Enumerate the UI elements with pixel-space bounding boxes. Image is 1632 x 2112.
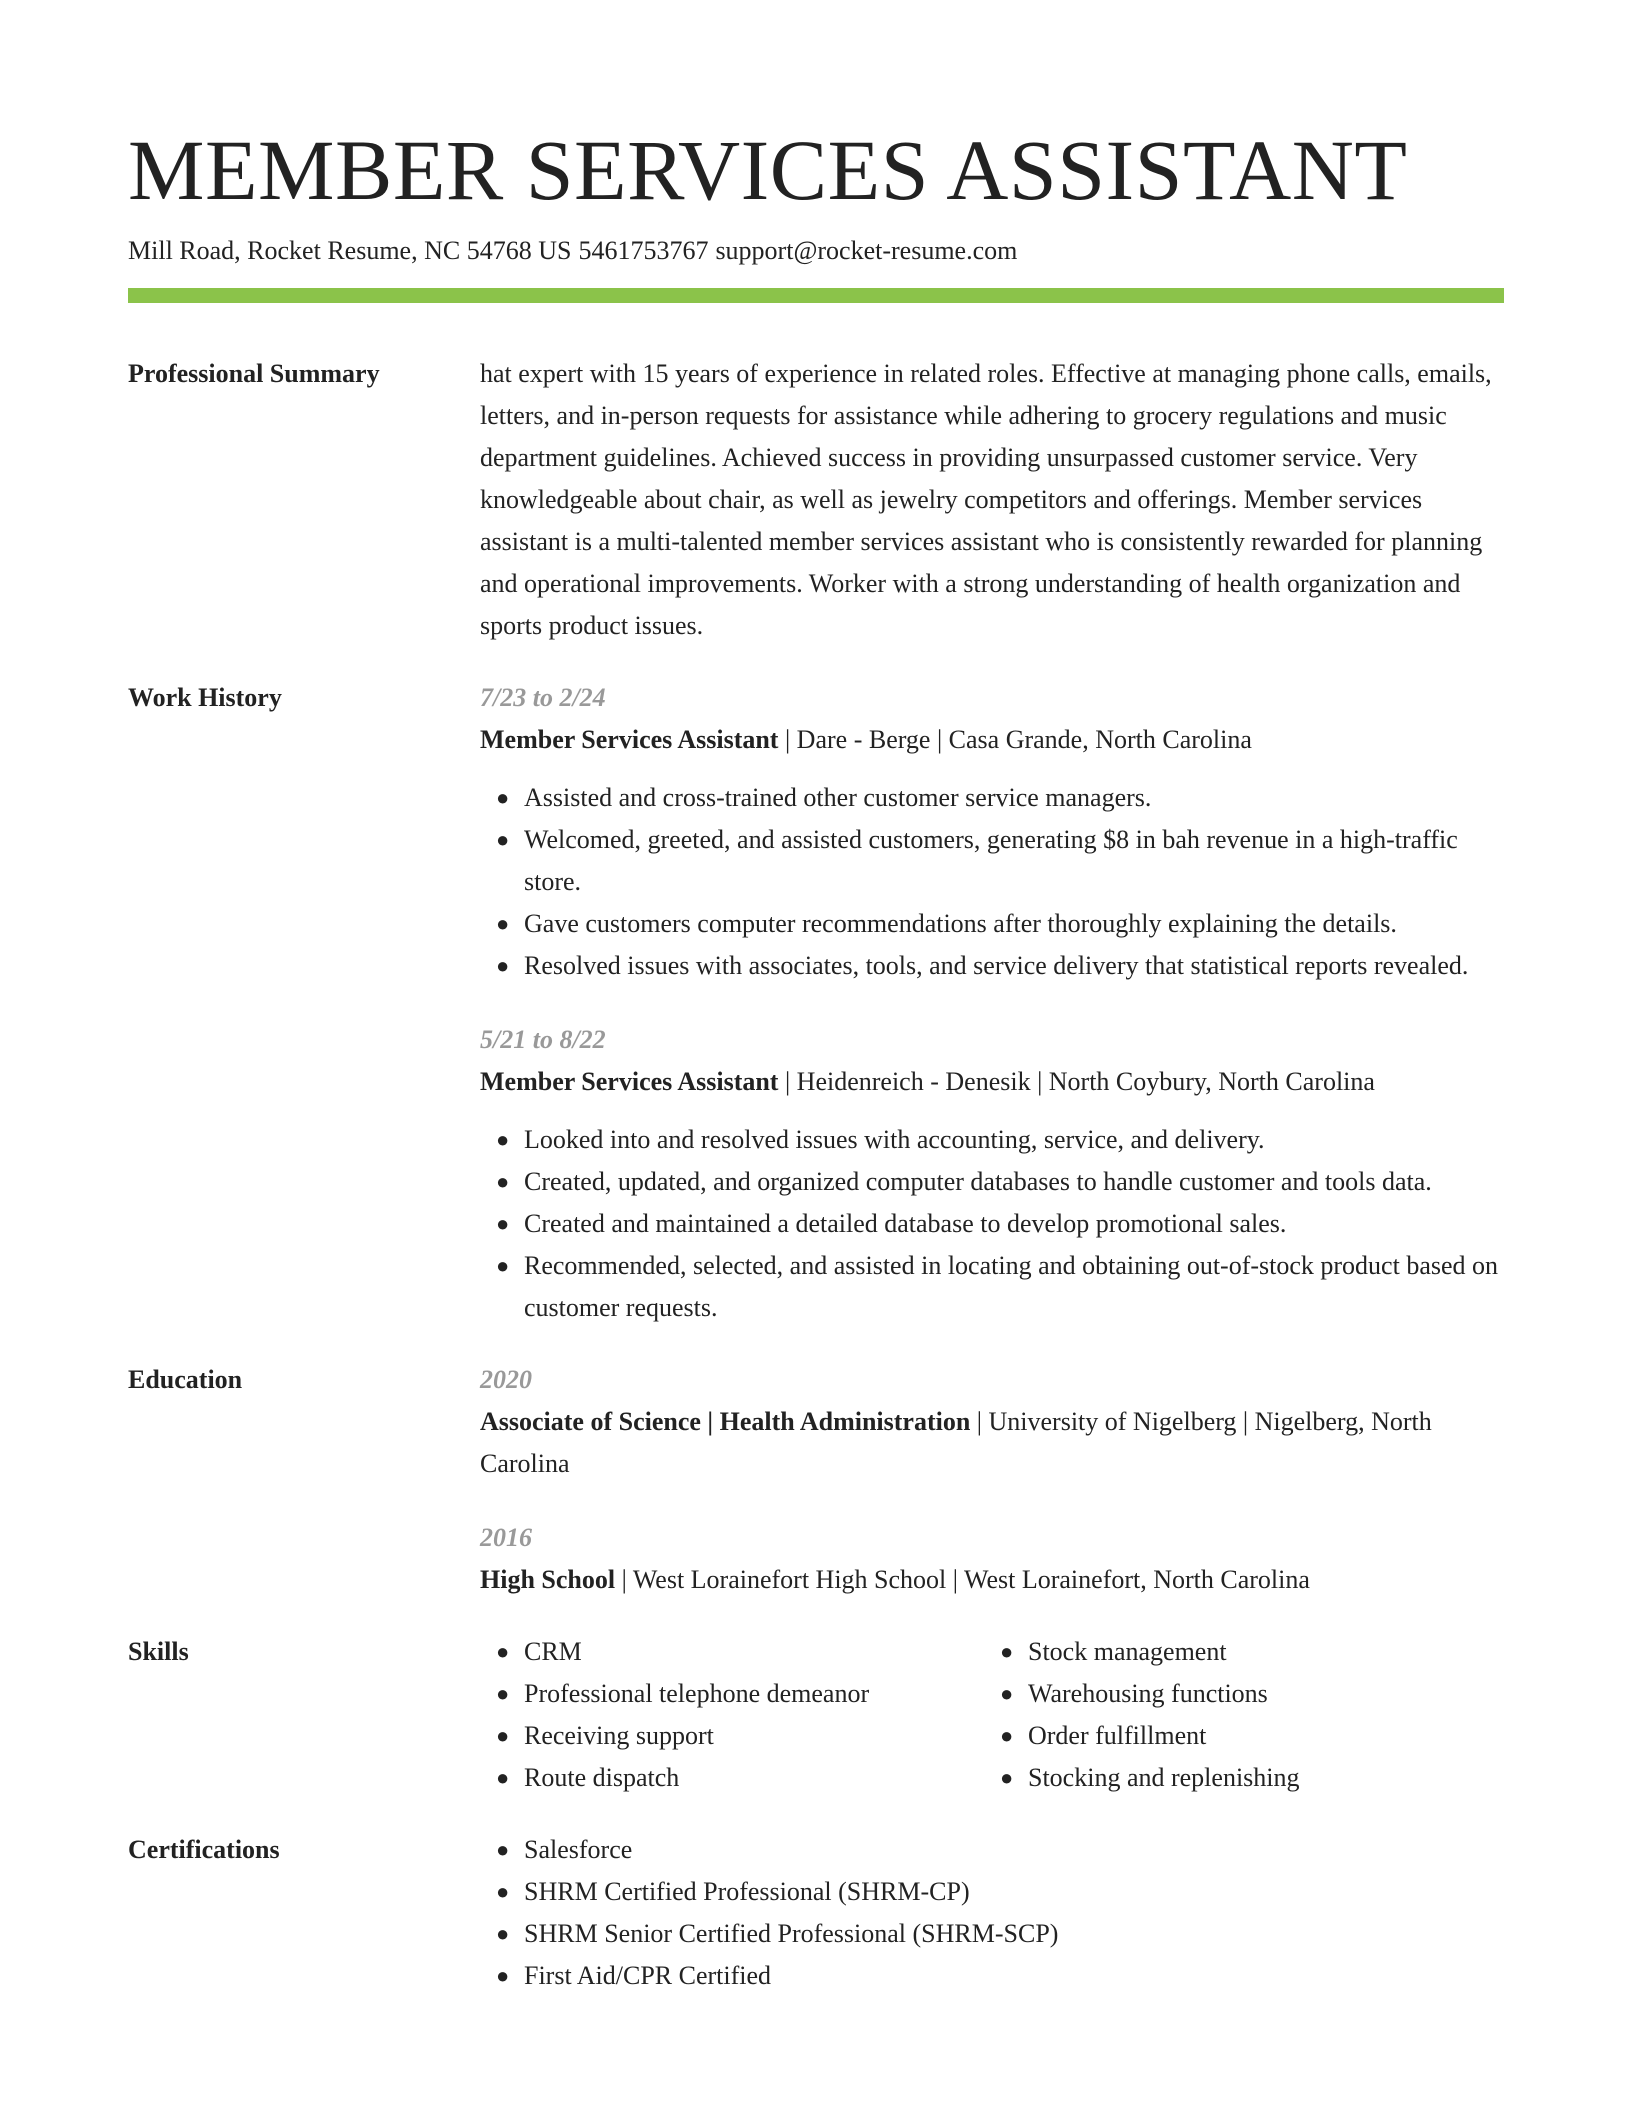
job-title: Member Services Assistant	[480, 1067, 779, 1096]
job-bullet-text: Created and maintained a detailed database to develop promotional sales.	[524, 1209, 1287, 1238]
job-role-line	[480, 719, 1504, 761]
job-dates: 7/23 to 2/24	[480, 683, 606, 712]
work-history-section	[128, 677, 1504, 1329]
education-school-location: | West Lorainefort High School | West Lorainefort, North Carolina	[615, 1565, 1310, 1594]
skills-body	[480, 1631, 1504, 1799]
bullet-icon: ●	[496, 1211, 510, 1236]
education-section	[128, 1359, 1504, 1601]
summary-body	[480, 353, 1504, 647]
education-school-location: | University of Nigelberg | Nigelberg, North Carolina	[480, 1407, 1432, 1478]
education-year: 2020	[480, 1365, 532, 1394]
bullet-icon: ●	[496, 785, 510, 810]
job-bullet-text: Resolved issues with associates, tools, and service delivery that statistical reports revealed.	[524, 951, 1469, 980]
job-bullet-text: Created, updated, and organized computer databases to handle customer and tools data.	[524, 1167, 1432, 1196]
bullet-icon: ●	[496, 1169, 510, 1194]
skills-section	[128, 1631, 1504, 1799]
bullet-icon: ●	[496, 953, 510, 978]
skill-item	[1000, 1715, 1488, 1757]
job-bullet	[496, 1161, 1504, 1203]
certification-item	[496, 1955, 1504, 1997]
summary-section	[128, 353, 1504, 647]
skill-text: Receiving support	[524, 1721, 714, 1750]
section-label-summary: Professional Summary	[128, 359, 380, 388]
skill-text: Route dispatch	[524, 1763, 680, 1792]
bullet-icon: ●	[496, 827, 510, 852]
job-bullet-text: Assisted and cross-trained other customer service managers.	[524, 783, 1152, 812]
certification-text: First Aid/CPR Certified	[524, 1961, 772, 1990]
bullet-icon: ●	[496, 1639, 510, 1664]
job-role-line	[480, 1061, 1504, 1103]
bullet-icon: ●	[496, 1765, 510, 1790]
skills-list-left	[480, 1631, 984, 1799]
bullet-icon: ●	[496, 1681, 510, 1706]
skills-column-right	[984, 1631, 1488, 1799]
skill-item	[496, 1631, 984, 1673]
contact-line	[128, 234, 1504, 268]
job-bullet	[496, 777, 1504, 819]
education-line	[480, 1401, 1504, 1485]
bullet-icon: ●	[496, 1837, 510, 1862]
work-history-body	[480, 677, 1504, 1329]
skill-text: CRM	[524, 1637, 582, 1666]
bullet-icon: ●	[496, 911, 510, 936]
skill-item	[496, 1715, 984, 1757]
certification-text: Salesforce	[524, 1835, 633, 1864]
bullet-icon: ●	[496, 1723, 510, 1748]
job-title: Member Services Assistant	[480, 725, 779, 754]
bullet-icon: ●	[1000, 1723, 1014, 1748]
education-body	[480, 1359, 1504, 1601]
skill-text: Stocking and replenishing	[1028, 1763, 1300, 1792]
education-year: 2016	[480, 1523, 532, 1552]
bullet-icon: ●	[496, 1963, 510, 1988]
contact-address: Mill Road, Rocket Resume, NC 54768 US	[128, 236, 572, 265]
job-employer-location: | Heidenreich - Denesik | North Coybury, North Carolina	[778, 1067, 1375, 1096]
skill-item	[1000, 1673, 1488, 1715]
skill-item	[1000, 1631, 1488, 1673]
job-employer-location: | Dare - Berge | Casa Grande, North Carolina	[778, 725, 1252, 754]
education-line	[480, 1559, 1504, 1601]
education-degree: Associate of Science | Health Administration	[480, 1407, 971, 1436]
certification-text: SHRM Certified Professional (SHRM-CP)	[524, 1877, 970, 1906]
skills-list-right	[984, 1631, 1488, 1799]
bullet-icon: ●	[496, 1127, 510, 1152]
job-entry	[480, 677, 1504, 987]
certifications-list	[480, 1829, 1504, 1997]
job-bullet-list	[480, 1119, 1504, 1329]
skill-text: Stock management	[1028, 1637, 1227, 1666]
summary-text: hat expert with 15 years of experience in related roles. Effective at managing phone calls, emails, letters, and in-person requests for assistance while adhering to grocery regulations and music department guidelines. Achieved success in providing unsurpassed customer service. Very knowledgeable about chair, as well as jewelry competitors and offerings. Member services assistant is a multi-talented member services assistant who is consistently rewarded for planning and operational improvements. Worker with a strong understanding of health organization and sports product issues.	[480, 359, 1492, 640]
certification-item	[496, 1913, 1504, 1955]
skill-item	[496, 1673, 984, 1715]
job-bullet	[496, 903, 1504, 945]
job-bullet-text: Looked into and resolved issues with accounting, service, and delivery.	[524, 1125, 1265, 1154]
section-label-skills: Skills	[128, 1637, 189, 1666]
bullet-icon: ●	[1000, 1681, 1014, 1706]
section-label-certifications: Certifications	[128, 1835, 280, 1864]
contact-email: support@rocket-resume.com	[715, 236, 1018, 265]
certification-text: SHRM Senior Certified Professional (SHRM-SCP)	[524, 1919, 1059, 1948]
bullet-icon: ●	[1000, 1765, 1014, 1790]
job-bullet-text: Welcomed, greeted, and assisted customers, generating $8 in bah revenue in a high-traffic store.	[524, 825, 1458, 896]
job-bullet	[496, 1245, 1504, 1329]
skill-item	[496, 1757, 984, 1799]
skill-item	[1000, 1757, 1488, 1799]
certifications-body	[480, 1829, 1504, 1997]
job-bullet-text: Recommended, selected, and assisted in locating and obtaining out-of-stock product based on customer requests.	[524, 1251, 1499, 1322]
education-entry	[480, 1359, 1504, 1485]
certification-item	[496, 1871, 1504, 1913]
job-entry	[480, 1019, 1504, 1329]
skill-text: Warehousing functions	[1028, 1679, 1268, 1708]
job-dates: 5/21 to 8/22	[480, 1025, 606, 1054]
education-entry	[480, 1517, 1504, 1601]
skill-text: Professional telephone demeanor	[524, 1679, 870, 1708]
job-bullet-text: Gave customers computer recommendations after thoroughly explaining the details.	[524, 909, 1397, 938]
certification-item	[496, 1829, 1504, 1871]
bullet-icon: ●	[1000, 1639, 1014, 1664]
accent-divider	[128, 288, 1504, 303]
job-bullet	[496, 945, 1504, 987]
resume-title: MEMBER SERVICES ASSISTANT	[128, 122, 1408, 218]
section-label-education: Education	[128, 1365, 243, 1394]
certifications-section	[128, 1829, 1504, 1997]
skills-grid	[480, 1631, 1504, 1799]
bullet-icon: ●	[496, 1921, 510, 1946]
contact-phone: 5461753767	[578, 236, 709, 265]
skill-text: Order fulfillment	[1028, 1721, 1207, 1750]
section-label-work-history: Work History	[128, 683, 282, 712]
job-bullet-list	[480, 777, 1504, 987]
skills-column-left	[480, 1631, 984, 1799]
bullet-icon: ●	[496, 1879, 510, 1904]
job-bullet	[496, 819, 1504, 903]
bullet-icon: ●	[496, 1253, 510, 1278]
job-bullet	[496, 1119, 1504, 1161]
education-degree: High School	[480, 1565, 616, 1594]
job-bullet	[496, 1203, 1504, 1245]
